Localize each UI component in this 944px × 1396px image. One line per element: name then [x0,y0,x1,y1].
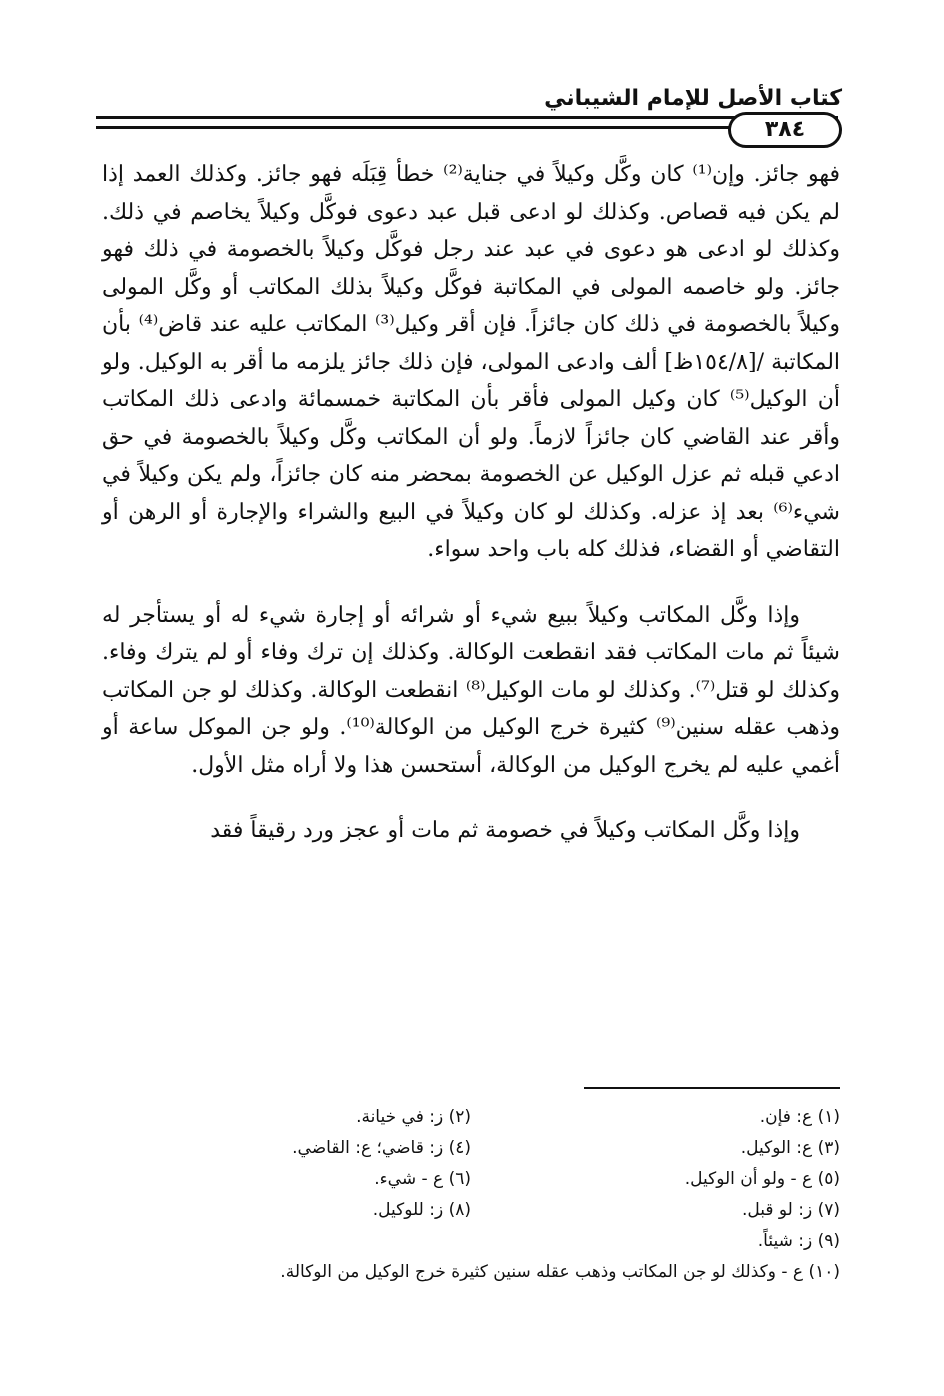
paragraph-3: وإذا وكَّل المكاتب وكيلاً في خصومة ثم مات أو عجز ورد رقيقاً فقد [210,818,800,843]
footnote-row [102,1133,840,1164]
footnote-row [102,1195,840,1226]
footnote-8: (٨) ز: للوكيل. [372,1200,471,1220]
footnote-4: (٤) ز: قاضي؛ ع: القاضي. [292,1138,471,1158]
header-rule-bottom [96,126,838,129]
footnote-3: (٣) ع: الوكيل. [740,1138,840,1158]
header-rule-top [96,116,838,119]
footnote-row [102,1164,840,1195]
footnote-9: (٩) ز: شيئاً. [757,1231,840,1251]
paragraph-2: وإذا وكَّل المكاتب وكيلاً ببيع شيء أو شرائه أو إجارة شيء له أو يستأجر له شيئاً ثم مات المكاتب فقد انقطعت الوكالة. وكذلك إن ترك وفاء أو لم يترك وفاء. وكذلك لو قتل⁽⁷⁾. وكذلك لو مات الوكيل⁽⁸⁾ انقطعت الوكالة. وكذلك لو جن المكاتب وذهب عقله سنين⁽⁹⁾ كثيرة خرج الوكيل من الوكالة⁽¹⁰⁾. ولو جن الموكل ساعة أو أغمي عليه لم يخرج الوكيل من الوكالة، أستحسن هذا ولا أراه مثل الأول. [102,602,841,778]
footnote-row [102,1226,840,1257]
footnote-7: (٧) ز: لو قبل. [741,1200,840,1220]
footnote-row [102,1257,840,1288]
footnote-5: (٥) ع - ولو أن الوكيل. [684,1169,840,1189]
footnote-1: (١) ع: فإن. [759,1107,840,1127]
footnotes [102,1102,840,1288]
footnote-row [102,1102,840,1133]
footnote-10: (١٠) ع - وكذلك لو جن المكاتب وذهب عقله سنين كثيرة خرج الوكيل من الوكالة. [280,1262,840,1282]
running-header-title: كتاب الأصل للإمام الشيباني [544,86,842,111]
page-number: ٣٨٤ [728,112,842,148]
footnote-2: (٢) ز: في خيانة. [356,1107,471,1127]
footnote-6: (٦) ع - شيء. [374,1169,471,1189]
footnote-rule [584,1087,840,1089]
paragraph-1: فهو جائز. وإن⁽¹⁾ كان وكَّل وكيلاً في جناية⁽²⁾ خطأ قِبَلَه فهو جائز. وكذلك العمد إذا لم يكن فيه قصاص. وكذلك لو ادعى قبل عبد دعوى فوكَّل وكيلاً يخاصم في ذلك. وكذلك لو ادعى هو دعوى في عبد عند رجل فوكَّل وكيلاً بالخصومة في ذلك فهو جائز. ولو خاصمه المولى في المكاتبة فوكَّل وكيلاً بذلك المكاتب أو وكَّل المولى وكيلاً بالخصومة في ذلك كان جائزاً. فإن أقر وكيل⁽³⁾ المكاتب عليه عند قاض⁽⁴⁾ بأن المكاتبة /[١٥٤/٨ظ] ألف وادعى المولى، فإن ذلك جائز يلزمه ما أقر به الوكيل. ولو أن الوكيل⁽⁵⁾ كان وكيل المولى فأقر بأن المكاتبة خمسمائة وادعى ذلك المكاتب وأقر عند القاضي كان جائزاً لازماً. ولو أن المكاتب وكَّل وكيلاً بالخصومة في حق ادعي قبله ثم عزل الوكيل عن الخصومة بمحضر منه كان جائزاً، ولم يكن وكيلاً في شيء⁽⁶⁾ بعد إذ عزله. وكذلك لو كان وكيلاً في البيع والشراء والإجارة أو الرهن أو التقاضي أو القضاء، فذلك كله باب واحد سواء. [102,162,841,562]
main-text [102,156,840,850]
